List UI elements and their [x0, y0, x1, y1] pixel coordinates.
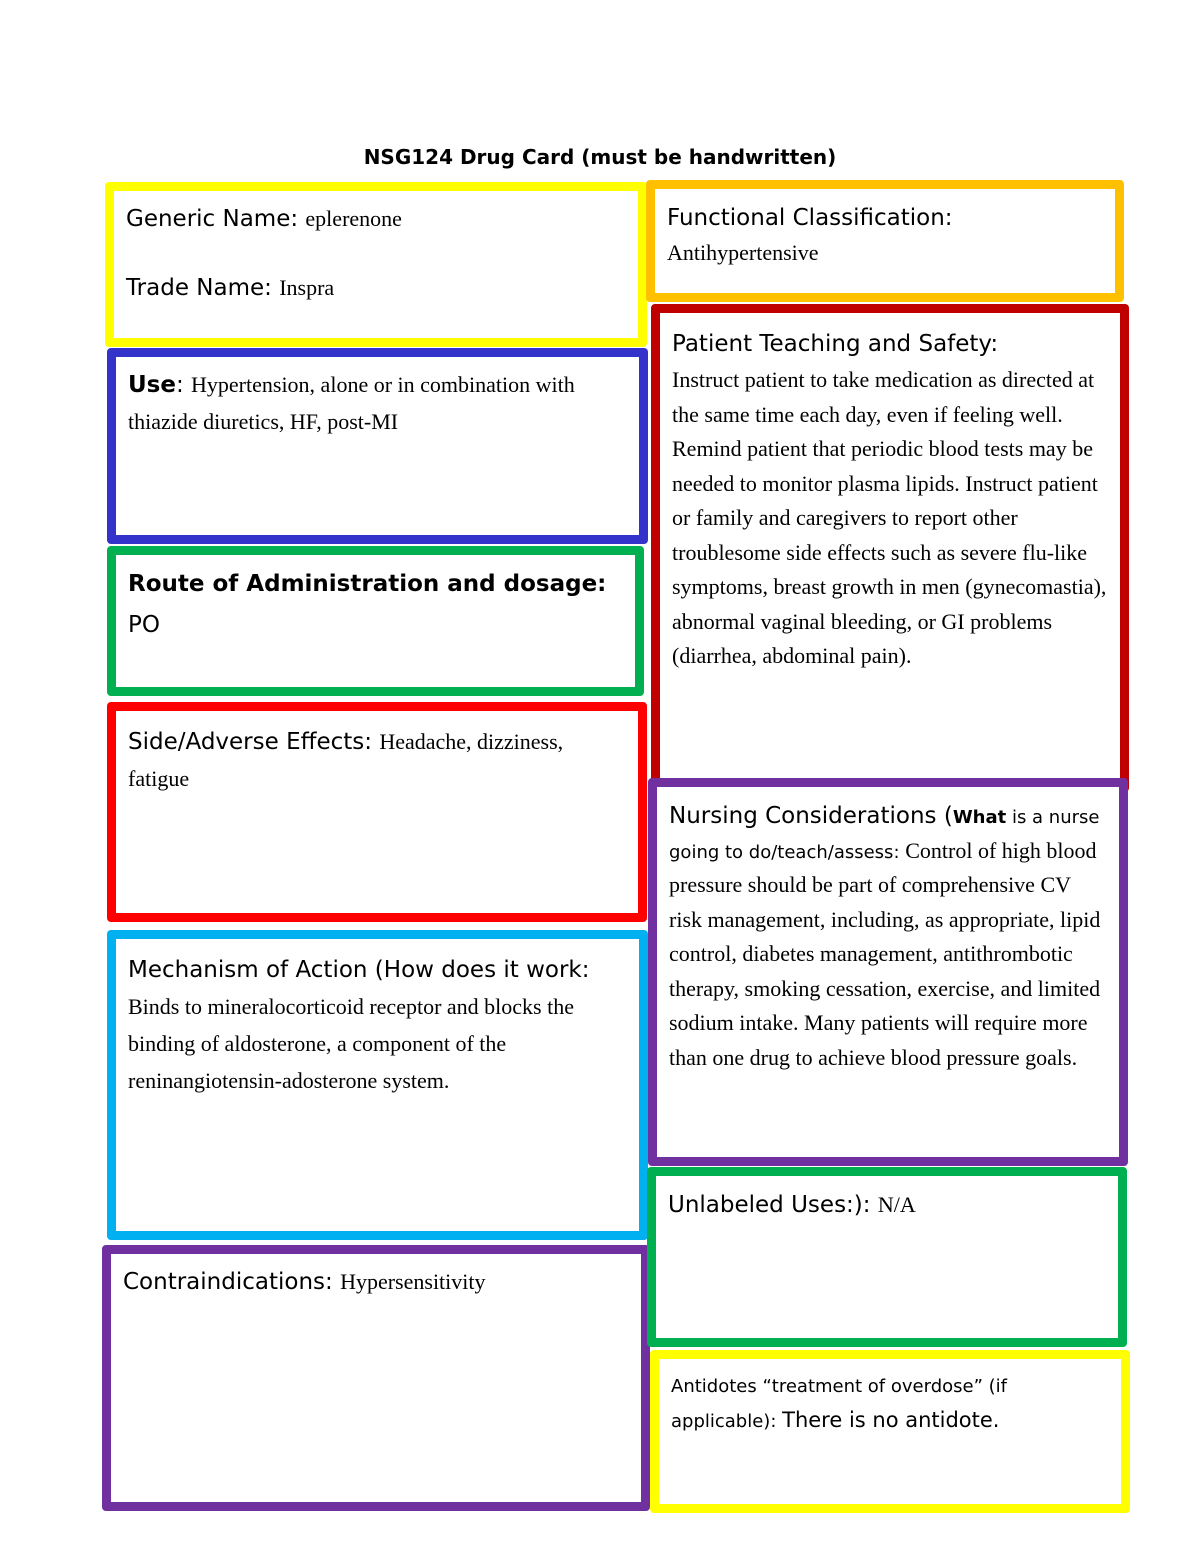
- nursing-label: Nursing Considerations (: [669, 803, 953, 829]
- trade-name-label: Trade Name:: [126, 274, 280, 301]
- antidotes-label: Antidotes “treatment of overdose” (if applicable):: [671, 1376, 1007, 1432]
- mechanism-value: Binds to mineralocorticoid receptor and blocks the binding of aldosterone, a component of the reninangiotensin-adosterone system.: [128, 994, 574, 1093]
- unlabeled-uses-box: [647, 1167, 1127, 1347]
- use-box: [107, 348, 648, 544]
- generic-name-value: eplerenone: [305, 206, 402, 231]
- antidotes-box: [650, 1350, 1130, 1513]
- nursing-considerations-box: [648, 778, 1128, 1166]
- antidotes-value: There is no antidote.: [782, 1408, 1000, 1432]
- contraindications-box: [102, 1245, 650, 1511]
- generic-trade-name-box: [105, 182, 647, 347]
- patient-teaching-label: Patient Teaching and Safety:: [672, 331, 999, 357]
- trade-name-value: Inspra: [279, 274, 335, 300]
- unlabeled-uses-value: N/A: [877, 1192, 916, 1217]
- functional-classification-label: Functional Classification:: [667, 205, 953, 231]
- functional-classification-box: [646, 180, 1124, 302]
- use-value: Hypertension, alone or in combination with thiazide diuretics, HF, post-MI: [128, 372, 575, 434]
- patient-teaching-value: Instruct patient to take medication as directed at the same time each day, even if feeling well. Remind patient that periodic blood tests may be needed to monitor plasma lipids. Instruct patient or family and caregivers to report other troublesome side effects such as severe flu-like symptoms, breast growth in men (gynecomastia), abnormal vaginal bleeding, or GI problems (diarrhea, abdominal pain).: [672, 367, 1107, 668]
- mechanism-box: [107, 930, 648, 1240]
- contraindications-label: Contraindications:: [123, 1269, 341, 1295]
- route-value: PO: [128, 612, 160, 638]
- contraindications-value: Hypersensitivity: [340, 1269, 486, 1294]
- side-effects-label: Side/Adverse Effects:: [128, 729, 380, 755]
- patient-teaching-box: [651, 304, 1129, 792]
- unlabeled-uses-label: Unlabeled Uses:):: [668, 1192, 878, 1218]
- side-effects-box: [107, 702, 647, 922]
- nursing-sublabel: is a nurse going to do/teach/assess:: [669, 807, 1100, 863]
- nursing-value: Control of high blood pressure should be part of comprehensive CV risk management, including, as appropriate, lipid control, diabetes management, antithrombotic therapy, smoking cessation, exercise, and limited sodium intake. Many patients will require more than one drug to achieve blood pressure goals.: [669, 837, 1101, 1070]
- side-effects-value: Headache, dizziness, fatigue: [128, 729, 564, 791]
- use-colon: :: [175, 372, 192, 398]
- mechanism-label: Mechanism of Action (How does it work:: [128, 957, 590, 983]
- generic-name-label: Generic Name:: [126, 206, 306, 232]
- route-label: Route of Administration and dosage:: [128, 571, 607, 597]
- use-label: Use: [128, 372, 176, 398]
- route-box: [107, 546, 644, 696]
- functional-classification-value: Antihypertensive: [667, 240, 819, 265]
- nursing-sublabel-bold: What: [952, 807, 1007, 828]
- page-title: NSG124 Drug Card (must be handwritten): [363, 145, 837, 169]
